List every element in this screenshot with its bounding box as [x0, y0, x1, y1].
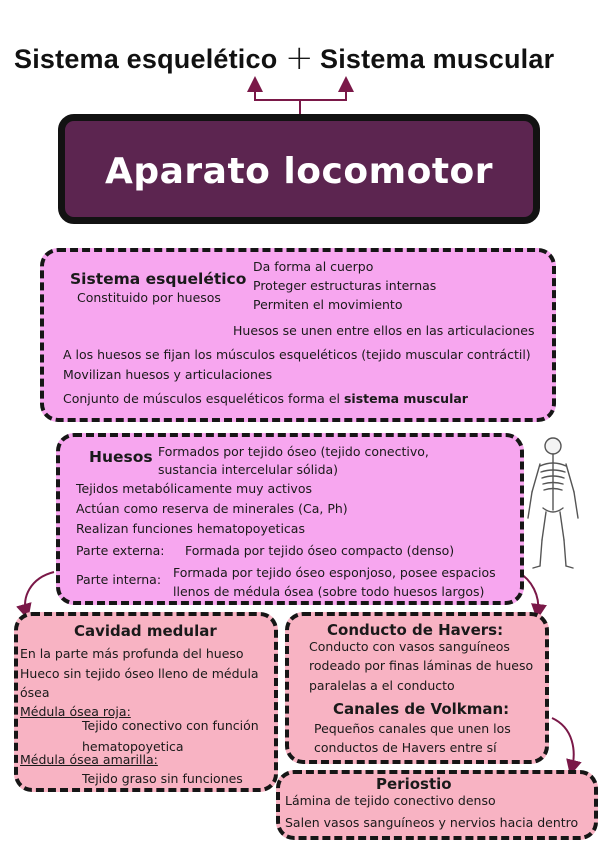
internal-line2: llenos de médula ósea (sobre todo huesos largos)	[173, 584, 485, 599]
bones-metabolic: Tejidos metabólicamente muy activos	[76, 481, 312, 496]
periosteum-line1: Lámina de tejido conectivo denso	[285, 793, 496, 808]
bones-formed-line1: Formados por tejido óseo (tejido conectivo,	[158, 444, 429, 459]
periosteum-line2: Salen vasos sanguíneos y nervios hacia dentro	[285, 815, 579, 830]
cavity-line2: Hueco sin tejido óseo lleno de médula	[20, 666, 259, 681]
external-text: Formada por tejido óseo compacto (denso)	[185, 543, 455, 558]
muscular-set-prefix: Conjunto de músculos esqueléticos forma el	[63, 391, 344, 406]
bones-heading: Huesos	[89, 448, 153, 466]
yellow-marrow-text: Tejido graso sin funciones	[82, 771, 243, 786]
periosteum-heading: Periostio	[376, 775, 452, 793]
function-item: Permiten el movimiento	[253, 297, 403, 312]
cavity-heading: Cavidad medular	[74, 622, 217, 640]
skeletal-heading: Sistema esquelético	[70, 270, 247, 288]
havers-line3: paralelas a el conducto	[309, 678, 455, 693]
internal-line1: Formada por tejido óseo esponjoso, posee espacios	[173, 565, 496, 580]
skeletal-subheading: Constituido por huesos	[77, 290, 221, 305]
function-item: Da forma al cuerpo	[253, 259, 374, 274]
banner-title: Aparato locomotor	[104, 151, 494, 192]
move-text: Movilizan huesos y articulaciones	[63, 367, 273, 382]
cavity-line1: En la parte más profunda del hueso	[20, 646, 244, 661]
havers-line1: Conducto con vasos sanguíneos	[309, 639, 510, 654]
internal-label: Parte interna:	[76, 572, 162, 587]
plus-sign: +	[285, 38, 314, 78]
havers-line2: rodeado por finas láminas de hueso	[309, 658, 534, 673]
muscular-set-bold: sistema muscular	[343, 391, 468, 406]
muscles-attach-text: A los huesos se fijan los músculos esqueléticos (tejido muscular contráctil)	[63, 347, 531, 362]
skeletal-system-title: Sistema esquelético	[14, 44, 278, 74]
bones-hemato: Realizan funciones hematopoyeticas	[76, 521, 305, 536]
muscular-system-title: Sistema muscular	[320, 44, 555, 74]
volkman-line2: conductos de Havers entre sí	[314, 740, 497, 755]
red-marrow-line1: Tejido conectivo con función	[82, 718, 259, 733]
havers-heading: Conducto de Havers:	[327, 621, 504, 639]
red-marrow-line2: hematopoyetica	[82, 739, 184, 754]
bones-reserve: Actúan como reserva de minerales (Ca, Ph)	[76, 501, 348, 516]
volkman-heading: Canales de Volkman:	[333, 700, 510, 718]
cavity-line3: ósea	[20, 685, 50, 700]
bones-formed-line2: sustancia intercelular sólida)	[158, 462, 339, 477]
yellow-marrow-label: Médula ósea amarilla:	[20, 752, 158, 767]
red-marrow-label: Médula ósea roja:	[20, 704, 131, 719]
volkman-line1: Pequeños canales que unen los	[314, 721, 511, 736]
articulations-text: Huesos se unen entre ellos en las articulaciones	[233, 323, 535, 338]
external-label: Parte externa:	[76, 543, 165, 558]
function-item: Proteger estructuras internas	[253, 278, 437, 293]
